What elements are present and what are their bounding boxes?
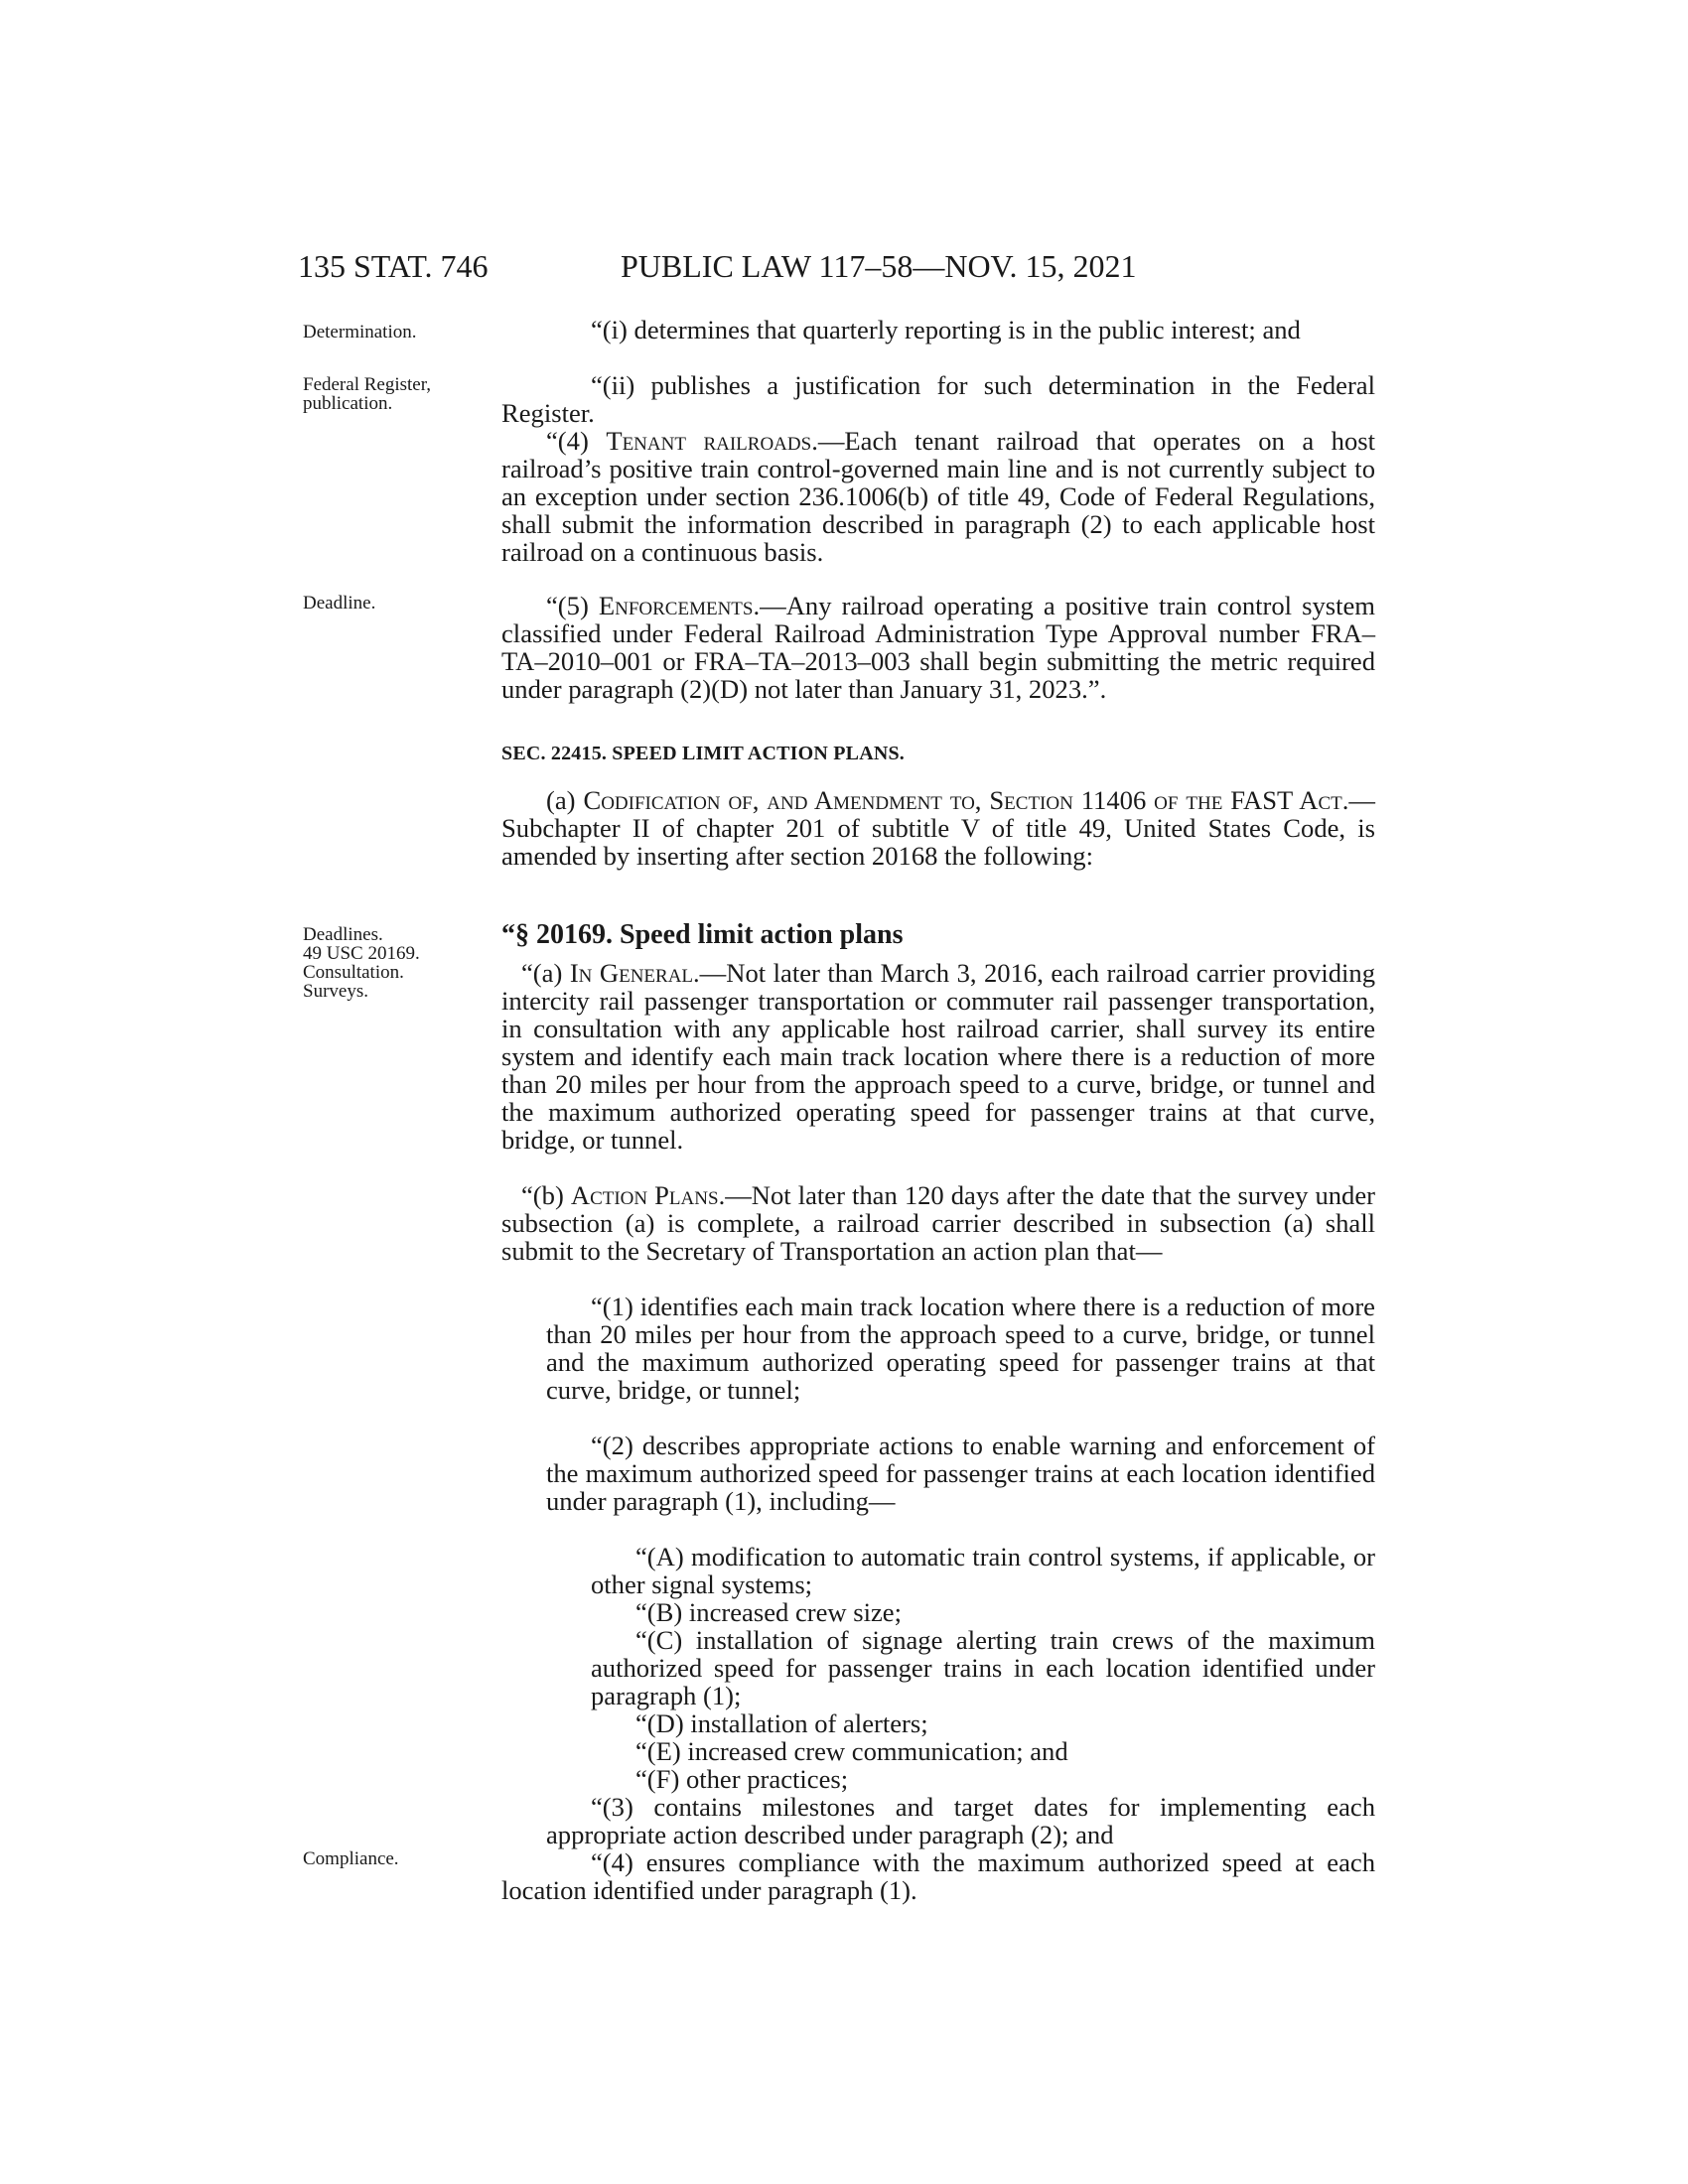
subsection-heading: Action Plans bbox=[570, 1180, 719, 1210]
paragraph-heading: Tenant railroads bbox=[606, 426, 812, 456]
subparagraph-F: “(F) other practices; bbox=[635, 1764, 849, 1794]
margin-note-federal-register bbox=[303, 375, 492, 413]
paragraph-5 bbox=[501, 592, 1375, 703]
subsection-text: .—Subchapter II of chapter 201 of subtitle V of title 49, United States Code, is amended by inserting after section 20168 the following: bbox=[501, 785, 1376, 871]
margin-note-surveys: Surveys. bbox=[303, 981, 368, 1002]
subsection-heading: In General bbox=[569, 958, 694, 988]
margin-note-usc: 49 USC 20169. bbox=[303, 943, 420, 964]
subparagraph-D: “(D) installation of alerters; bbox=[635, 1708, 928, 1738]
paragraph-lead: “(5) bbox=[546, 591, 599, 620]
paragraph-text: .—Each tenant railroad that operates on a host railroad’s positive train control-governed main line and is not currently subject to an exception under section 236.1006(b) of title 49, Code of Federal Regulations, shall submit the information described in paragraph (2) to each applicable host railroad on a continuous basis. bbox=[501, 426, 1375, 567]
subsection-lead: “(a) bbox=[521, 958, 570, 988]
general-subsection-a bbox=[501, 959, 1375, 1154]
margin-note-group bbox=[303, 925, 492, 1001]
paragraph-b2: “(2) describes appropriate actions to enable warning and enforcement of the maximum authorized speed for passenger trains at each location identified under paragraph (1), including— bbox=[546, 1431, 1375, 1516]
paragraph-text: .—Any railroad operating a positive train control system classified under Federal Railroad Administration Type Approval number FRA–TA–2010–001 or FRA–TA–2013–003 shall begin submitting the metric required under paragraph (2)(D) not later than January 31, 2023.”. bbox=[501, 591, 1375, 704]
paragraph-b4: “(4) ensures compliance with the maximum authorized speed at each location identified under paragraph (1). bbox=[501, 1847, 1375, 1905]
subsection-b bbox=[501, 1181, 1375, 1265]
statute-page-number: 135 STAT. 746 bbox=[298, 248, 489, 284]
paragraph-b1: “(1) identifies each main track location where there is a reduction of more than 20 miles per hour from the approach speed to a curve, bridge, or tunnel and the maximum authorized operating speed for passenger trains at that curve, bridge, or tunnel; bbox=[546, 1292, 1375, 1405]
public-law-citation: PUBLIC LAW 117–58—NOV. 15, 2021 bbox=[621, 248, 1137, 284]
paragraph-lead: “(4) bbox=[546, 426, 607, 456]
section-title: “§ 20169. Speed limit action plans bbox=[501, 919, 904, 950]
subparagraph-A: “(A) modification to automatic train control systems, if applicable, or other signal systems; bbox=[591, 1542, 1375, 1599]
clause-i: “(i) determines that quarterly reporting is in the public interest; and bbox=[591, 315, 1301, 344]
subsection-a bbox=[501, 786, 1375, 870]
subsection-text: .—Not later than 120 days after the date that the survey under subsection (a) is complete, a railroad carrier described in subsection (a) shall submit to the Secretary of Transportation an action plan that— bbox=[501, 1180, 1376, 1266]
margin-note-deadlines: Deadlines. bbox=[303, 924, 383, 945]
subparagraph-C: “(C) installation of signage alerting train crews of the maximum authorized speed for passenger trains in each location identified under paragraph (1); bbox=[591, 1625, 1375, 1710]
clause-ii: “(ii) publishes a justification for such determination in the Federal Register. bbox=[501, 370, 1375, 428]
paragraph-heading: Enforcements bbox=[598, 591, 754, 620]
subsection-lead: “(b) bbox=[521, 1180, 571, 1210]
margin-note-deadline: Deadline. bbox=[303, 593, 376, 614]
margin-note-consultation: Consultation. bbox=[303, 962, 404, 983]
paragraph-4 bbox=[501, 427, 1375, 566]
paragraph-b3: “(3) contains milestones and target dates for implementing each appropriate action described under paragraph (2); and bbox=[546, 1792, 1375, 1849]
margin-note-determination: Determination. bbox=[303, 322, 417, 342]
subsection-text: .—Not later than March 3, 2016, each railroad carrier providing intercity rail passenger transportation or commuter rail passenger transportation, in consultation with any applicable host railroad carrier, shall survey its entire system and identify each main track location where there is a reduction of more than 20 miles per hour from the approach speed to a curve, bridge, or tunnel and the maximum authorized operating speed for passenger trains at that curve, bridge, or tunnel. bbox=[501, 958, 1375, 1155]
margin-note-compliance: Compliance. bbox=[303, 1848, 399, 1869]
subsection-heading: Codification of, and Amendment to, Section 11406 of the FAST Act bbox=[583, 785, 1342, 815]
page-header bbox=[298, 248, 1390, 288]
subparagraph-B: “(B) increased crew size; bbox=[635, 1597, 903, 1627]
subsection-lead: (a) bbox=[546, 785, 584, 815]
subparagraph-E: “(E) increased crew communication; and bbox=[635, 1736, 1068, 1766]
margin-note-line: publication. bbox=[303, 393, 393, 414]
section-heading: SEC. 22415. SPEED LIMIT ACTION PLANS. bbox=[501, 743, 906, 764]
margin-note-line: Federal Register, bbox=[303, 374, 432, 395]
